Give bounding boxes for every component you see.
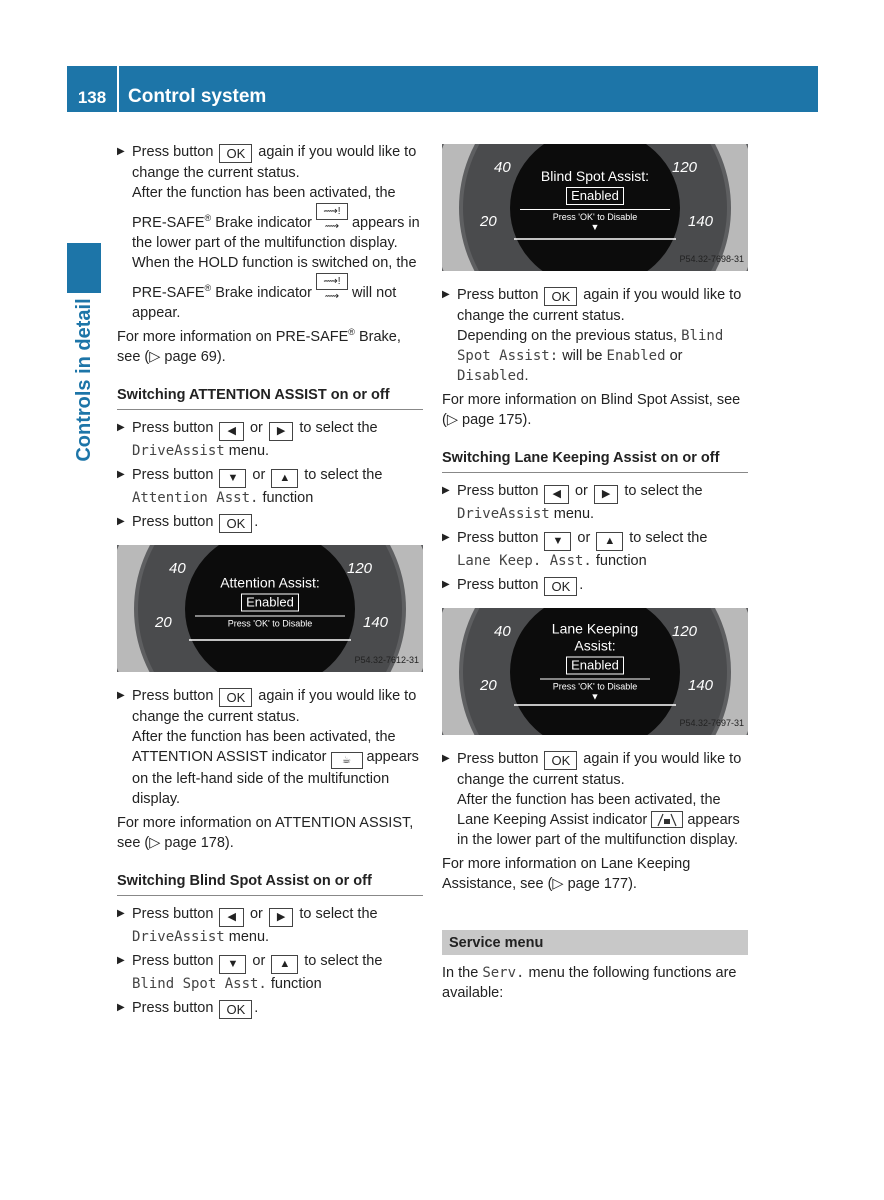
lane-step-1: ▶ Press button ◀ or ▶ to select the DriveAssist menu. (442, 481, 748, 524)
down-arrow-icon: ▼ (590, 691, 600, 702)
right-arrow-key: ▶ (269, 422, 293, 441)
figure-code: P54.32-7698-31 (679, 254, 744, 264)
attention-assist-heading: Switching ATTENTION ASSIST on or off (117, 385, 423, 410)
ok-key: OK (544, 577, 577, 596)
ok-key: OK (544, 751, 577, 770)
lane-more-info: For more information on Lane Keeping Assistance, see (▷ page 177). (442, 856, 691, 892)
left-column (117, 142, 423, 1023)
right-arrow-key: ▶ (269, 908, 293, 927)
lane-step-3: ▶ Press button OK . (442, 575, 748, 596)
right-column (442, 142, 748, 1007)
display-screen: Blind Spot Assist: Enabled Press 'OK' to Disable ▼ (520, 168, 670, 232)
down-arrow-icon: ▼ (590, 221, 600, 232)
ok-key: OK (219, 514, 252, 533)
down-arrow-key: ▼ (544, 532, 571, 551)
attention-more-info: For more information on ATTENTION ASSIST, see (▷ page 178). (117, 815, 414, 851)
left-arrow-key: ◀ (219, 422, 243, 441)
attention-step-3: ▶ Press button OK . (117, 512, 423, 533)
display-screen: Attention Assist: Enabled Press 'OK' to Disable (195, 575, 345, 630)
coffee-cup-icon: ☕ (331, 752, 363, 769)
down-arrow-key: ▼ (219, 469, 246, 488)
ok-key: OK (219, 144, 252, 163)
page-title: Control system (128, 86, 267, 107)
up-arrow-key: ▲ (271, 955, 298, 974)
attention-step-2: ▶ Press button ▼ or ▲ to select the Attention Asst. function (117, 465, 423, 508)
attention-assist-display-image: 40 120 20 140 Attention Assist: Enabled Press 'OK' to Disable P54.32-7612-31 (117, 545, 423, 672)
lane-keeping-assist-icon (651, 811, 683, 828)
figure-code: P54.32-7697-31 (679, 718, 744, 728)
lane-keeping-heading: Switching Lane Keeping Assist on or off (442, 448, 748, 473)
service-menu-text: In the Serv. menu the following functions are available: (442, 965, 737, 1001)
lane-step-4: ▶ Press button OK again if you would like to change the current status. After the function has been activated, the Lane Keeping Assist indicator appears in the lower part of the multifunction display. (442, 749, 748, 850)
blind-step-2: ▶ Press button ▼ or ▲ to select the Blind Spot Asst. function (117, 951, 423, 994)
blind-spot-heading: Switching Blind Spot Assist on or off (117, 871, 423, 896)
step-pre-safe-toggle: ▶ Press button OK again if you would like to change the current status. After the function has been activated, the PRE-SAFE® Brake indicator ⟿!⟿ appears in the lower part of the multifunction display. When the HOLD function is switched on, the PRE-SAFE® Brake indicator ⟿!⟿ will not appear. (117, 142, 423, 323)
page-number: 138 (77, 88, 107, 107)
blind-more-info: For more information on Blind Spot Assist, see (▷ page 175). (442, 392, 741, 428)
pre-safe-brake-icon: ⟿!⟿ (316, 273, 348, 290)
left-arrow-key: ◀ (219, 908, 243, 927)
pre-safe-more-info: For more information on PRE-SAFE® Brake, see (▷ page 69). (117, 327, 401, 365)
display-screen: Lane Keeping Assist: Enabled Press 'OK' to Disable ▼ (540, 621, 650, 702)
blind-step-3: ▶ Press button OK . (117, 998, 423, 1019)
ok-key: OK (219, 688, 252, 707)
ok-key: OK (219, 1000, 252, 1019)
right-arrow-key: ▶ (594, 485, 618, 504)
up-arrow-key: ▲ (596, 532, 623, 551)
attention-step-4: ▶ Press button OK again if you would like to change the current status. After the function has been activated, the ATTENTION ASSIST indicator ☕ appears on the left-hand side of the multifunction display. (117, 686, 423, 809)
blind-step-4: ▶ Press button OK again if you would like to change the current status. Depending on the previous status, Blind Spot Assist: will be Enabled or Disabled. (442, 285, 748, 386)
left-arrow-key: ◀ (544, 485, 568, 504)
lane-keeping-display-image: 40 120 20 140 Lane Keeping Assist: Enabled Press 'OK' to Disable ▼ P54.32-7697-31 (442, 608, 748, 735)
blind-spot-display-image: 40 120 20 140 Blind Spot Assist: Enabled Press 'OK' to Disable ▼ P54.32-7698-31 (442, 144, 748, 271)
figure-code: P54.32-7612-31 (354, 655, 419, 665)
up-arrow-key: ▲ (271, 469, 298, 488)
down-arrow-key: ▼ (219, 955, 246, 974)
service-menu-heading: Service menu (442, 930, 748, 955)
blind-step-1: ▶ Press button ◀ or ▶ to select the DriveAssist menu. (117, 904, 423, 947)
lane-step-2: ▶ Press button ▼ or ▲ to select the Lane Keep. Asst. function (442, 528, 748, 571)
page-header (67, 66, 818, 112)
header-divider (117, 66, 119, 112)
ok-key: OK (544, 287, 577, 306)
pre-safe-brake-icon: ⟿!⟿ (316, 203, 348, 220)
attention-step-1: ▶ Press button ◀ or ▶ to select the DriveAssist menu. (117, 418, 423, 461)
section-tab-marker (67, 243, 101, 293)
